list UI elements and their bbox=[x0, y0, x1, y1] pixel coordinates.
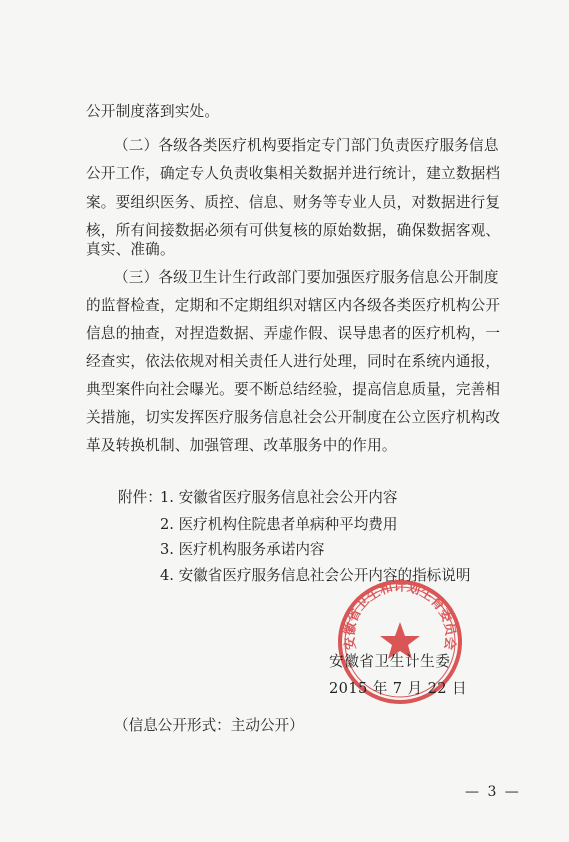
paragraph-continuation: 公开制度落到实处。 bbox=[86, 103, 220, 120]
paragraph-3-line: 关措施，切实发挥医疗服务信息社会公开制度在公立医疗机构改 bbox=[86, 409, 501, 426]
signature-organization: 安徽省卫生计生委 bbox=[329, 653, 451, 670]
paragraph-3-line: 的监督检查，定期和不定期组织对辖区内各级各类医疗机构公开 bbox=[86, 297, 501, 314]
paragraph-3-line: 典型案件向社会曝光。要不断总结经验，提高信息质量，完善相 bbox=[86, 381, 501, 398]
signature-date: 2015 年 7 月 22 日 bbox=[329, 680, 467, 697]
paragraph-2-line: 公开工作，确定专人负责收集相关数据并进行统计，建立数据档 bbox=[86, 165, 501, 182]
disclosure-form-note: （信息公开形式：主动公开） bbox=[114, 717, 304, 734]
paragraph-3-line: （三）各级卫生计生行政部门要加强医疗服务信息公开制度 bbox=[114, 269, 499, 286]
paragraph-2-line: 案。要组织医务、质控、信息、财务等专业人员，对数据进行复 bbox=[86, 194, 501, 211]
attachment-item: 1. 安徽省医疗服务信息社会公开内容 bbox=[160, 489, 398, 506]
attachment-item: 3. 医疗机构服务承诺内容 bbox=[160, 541, 325, 558]
paragraph-3-line: 革及转换机制、加强管理、改革服务中的作用。 bbox=[86, 437, 397, 454]
paragraph-2-line: （二）各级各类医疗机构要指定专门部门负责医疗服务信息 bbox=[114, 137, 499, 154]
paragraph-2-line: 真实、准确。 bbox=[86, 241, 175, 258]
seal-text: 安徽省卫生和计划生育委员会 bbox=[342, 579, 458, 651]
page-number: — 3 — bbox=[465, 784, 521, 800]
paragraph-2-line: 核，所有间接数据必须有可供复核的原始数据，确保数据客观、 bbox=[86, 222, 501, 239]
attachment-item: 2. 医疗机构住院患者单病种平均费用 bbox=[160, 516, 398, 533]
paragraph-3-line: 经查实，依法依规对相关责任人进行处理，同时在系统内通报， bbox=[86, 353, 501, 370]
paragraph-3-line: 信息的抽查，对捏造数据、弄虚作假、误导患者的医疗机构，一 bbox=[86, 325, 501, 342]
attachment-item: 4. 安徽省医疗服务信息社会公开内容的指标说明 bbox=[160, 567, 471, 584]
attachments-label: 附件： bbox=[118, 489, 162, 506]
